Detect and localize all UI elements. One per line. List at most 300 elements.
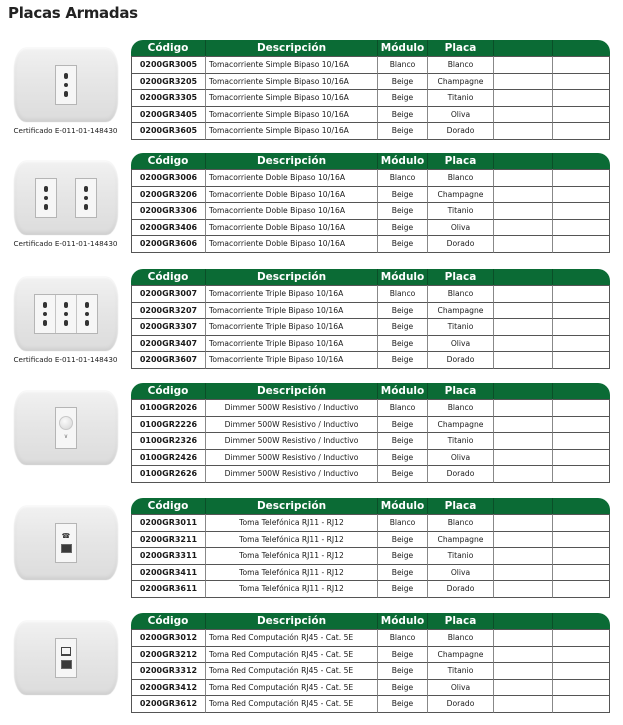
product-section-double-outlet-plate (0, 153, 623, 265)
blank-cell (494, 352, 553, 369)
product-image (14, 48, 118, 122)
rj45-port-icon (61, 660, 72, 669)
blank-cell (494, 532, 553, 549)
plate-color-cell: Titanio (428, 203, 494, 220)
blank-cell (553, 169, 610, 187)
description-cell: Toma Telefónica RJ11 - RJ12 (206, 514, 378, 532)
module-color-cell: Beige (378, 74, 428, 91)
product-section-phone-jack-plate (0, 498, 623, 610)
certificate-label: Certificado E-011-01-148430 (13, 355, 118, 364)
plate-color-cell: Oliva (428, 336, 494, 353)
blank-cell (553, 123, 610, 140)
socket-hole-icon (43, 312, 47, 316)
phone-jack-plate-icon (14, 506, 118, 580)
code-cell: 0200GR3412 (131, 680, 206, 697)
module-color-cell: Beige (378, 352, 428, 369)
module-color-cell: Beige (378, 663, 428, 680)
blank-cell (494, 56, 553, 74)
table-row (131, 696, 610, 713)
table-row (131, 169, 610, 187)
module-color-cell: Beige (378, 203, 428, 220)
socket-hole-icon (44, 186, 48, 192)
table-row (131, 647, 610, 664)
description-cell: Tomacorriente Triple Bipaso 10/16A (206, 319, 378, 336)
blank-cell (494, 236, 553, 253)
blank-cell (553, 399, 610, 417)
plate-color-cell: Dorado (428, 696, 494, 713)
code-cell: 0200GR3207 (131, 303, 206, 320)
table-row (131, 303, 610, 320)
column-header-description: Descripción (206, 40, 378, 56)
column-header-plate: Placa (428, 613, 494, 629)
blank-cell (553, 303, 610, 320)
blank-cell (553, 450, 610, 467)
code-cell: 0100GR2626 (131, 466, 206, 483)
plate-color-cell: Titanio (428, 433, 494, 450)
module-color-cell: Blanco (378, 399, 428, 417)
product-image (14, 277, 118, 351)
description-cell: Dimmer 500W Resistivo / Inductivo (206, 417, 378, 434)
socket-hole-icon (44, 196, 48, 200)
plate-color-cell: Blanco (428, 285, 494, 303)
blank-cell (553, 187, 610, 204)
description-cell: Tomacorriente Doble Bipaso 10/16A (206, 220, 378, 237)
dimmer-plate-icon (14, 391, 118, 465)
description-cell: Dimmer 500W Resistivo / Inductivo (206, 433, 378, 450)
module-color-cell: Beige (378, 466, 428, 483)
column-header-description: Descripción (206, 613, 378, 629)
table-header-row (131, 153, 610, 169)
blank-cell (553, 236, 610, 253)
blank-cell (553, 336, 610, 353)
socket-hole-icon (43, 320, 47, 326)
column-header-description: Descripción (206, 153, 378, 169)
module-frame (35, 178, 57, 218)
column-header-code: Código (131, 498, 206, 514)
blank-cell (494, 581, 553, 598)
plate-color-cell: Dorado (428, 236, 494, 253)
module-color-cell: Beige (378, 532, 428, 549)
code-cell: 0200GR3612 (131, 696, 206, 713)
description-cell: Tomacorriente Doble Bipaso 10/16A (206, 236, 378, 253)
table-header-row (131, 498, 610, 514)
description-cell: Tomacorriente Doble Bipaso 10/16A (206, 169, 378, 187)
description-cell: Tomacorriente Simple Bipaso 10/16A (206, 107, 378, 124)
plate-color-cell: Oliva (428, 450, 494, 467)
network-jack-plate-icon (14, 621, 118, 695)
module-frame (55, 407, 77, 449)
network-module-icon (56, 639, 76, 677)
code-cell: 0200GR3306 (131, 203, 206, 220)
phone-module-icon (56, 524, 76, 562)
plate-color-cell: Blanco (428, 399, 494, 417)
column-header-module: Módulo (378, 269, 428, 285)
module-color-cell: Beige (378, 107, 428, 124)
table-row (131, 532, 610, 549)
column-header-blank-1 (494, 269, 553, 285)
blank-cell (494, 187, 553, 204)
blank-cell (553, 565, 610, 582)
description-cell: Tomacorriente Simple Bipaso 10/16A (206, 123, 378, 140)
blank-cell (494, 203, 553, 220)
table-row (131, 399, 610, 417)
table-row (131, 336, 610, 353)
column-header-blank-2 (553, 269, 610, 285)
description-cell: Tomacorriente Triple Bipaso 10/16A (206, 352, 378, 369)
column-header-blank-1 (494, 383, 553, 399)
module-color-cell: Beige (378, 581, 428, 598)
column-header-module: Módulo (378, 383, 428, 399)
column-header-blank-2 (553, 383, 610, 399)
code-cell: 0200GR3606 (131, 236, 206, 253)
code-cell: 0200GR3311 (131, 548, 206, 565)
outlet-module-icon (56, 66, 76, 104)
table-row (131, 236, 610, 253)
product-table (131, 498, 610, 598)
socket-hole-icon (85, 312, 89, 316)
module-frame (55, 65, 77, 105)
plate-color-cell: Dorado (428, 352, 494, 369)
description-cell: Toma Telefónica RJ11 - RJ12 (206, 565, 378, 582)
single-schuko-outlet-plate-icon (14, 48, 118, 122)
description-cell: Toma Red Computación RJ45 - Cat. 5E (206, 696, 378, 713)
triple-outlet-plate-icon (14, 277, 118, 351)
code-cell: 0200GR3011 (131, 514, 206, 532)
blank-cell (553, 466, 610, 483)
table-row (131, 352, 610, 369)
plate-color-cell: Oliva (428, 220, 494, 237)
blank-cell (494, 90, 553, 107)
double-outlet-plate-icon (14, 161, 118, 235)
socket-hole-icon (64, 91, 68, 97)
blank-cell (494, 417, 553, 434)
blank-cell (494, 319, 553, 336)
blank-cell (494, 399, 553, 417)
module-color-cell: Beige (378, 220, 428, 237)
column-header-plate: Placa (428, 269, 494, 285)
description-cell: Toma Telefónica RJ11 - RJ12 (206, 581, 378, 598)
socket-hole-icon (44, 204, 48, 210)
column-header-description: Descripción (206, 498, 378, 514)
module-color-cell: Beige (378, 319, 428, 336)
table-row (131, 90, 610, 107)
blank-cell (553, 696, 610, 713)
module-color-cell: Beige (378, 450, 428, 467)
code-cell: 0200GR3312 (131, 663, 206, 680)
product-section-triple-outlet-plate (0, 269, 623, 381)
table-row (131, 417, 610, 434)
module-color-cell: Beige (378, 433, 428, 450)
column-header-blank-2 (553, 153, 610, 169)
table-header-row (131, 40, 610, 56)
outlet-module-icon (76, 179, 96, 217)
description-cell: Toma Red Computación RJ45 - Cat. 5E (206, 663, 378, 680)
blank-cell (553, 629, 610, 647)
blank-cell (553, 417, 610, 434)
description-cell: Dimmer 500W Resistivo / Inductivo (206, 399, 378, 417)
blank-cell (553, 74, 610, 91)
column-header-plate: Placa (428, 383, 494, 399)
table-row (131, 203, 610, 220)
table-row (131, 220, 610, 237)
module-color-cell: Beige (378, 336, 428, 353)
socket-hole-icon (84, 196, 88, 200)
table-row (131, 74, 610, 91)
code-cell: 0200GR3205 (131, 74, 206, 91)
product-section-single-schuko-outlet-plate (0, 40, 623, 152)
table-row (131, 680, 610, 697)
socket-hole-icon (85, 302, 89, 308)
module-color-cell: Beige (378, 303, 428, 320)
code-cell: 0200GR3605 (131, 123, 206, 140)
module-color-cell: Blanco (378, 285, 428, 303)
plate-color-cell: Oliva (428, 107, 494, 124)
socket-hole-icon (64, 320, 68, 326)
plate-color-cell: Dorado (428, 466, 494, 483)
description-cell: Toma Telefónica RJ11 - RJ12 (206, 532, 378, 549)
column-header-blank-1 (494, 153, 553, 169)
description-cell: Tomacorriente Simple Bipaso 10/16A (206, 74, 378, 91)
plate-color-cell: Dorado (428, 123, 494, 140)
blank-cell (553, 203, 610, 220)
table-row (131, 548, 610, 565)
rj11-port-icon (61, 544, 72, 553)
description-cell: Tomacorriente Simple Bipaso 10/16A (206, 90, 378, 107)
socket-hole-icon (64, 73, 68, 79)
module-color-cell: Beige (378, 565, 428, 582)
blank-cell (553, 532, 610, 549)
description-cell: Tomacorriente Doble Bipaso 10/16A (206, 203, 378, 220)
outlet-module-icon (35, 295, 56, 333)
module-color-cell: Beige (378, 90, 428, 107)
blank-cell (553, 433, 610, 450)
table-row (131, 466, 610, 483)
outlet-module-icon (56, 295, 77, 333)
table-row (131, 565, 610, 582)
table-row (131, 629, 610, 647)
socket-hole-icon (85, 320, 89, 326)
blank-cell (553, 647, 610, 664)
table-row (131, 285, 610, 303)
column-header-module: Módulo (378, 40, 428, 56)
column-header-code: Código (131, 613, 206, 629)
code-cell: 0200GR3406 (131, 220, 206, 237)
blank-cell (553, 220, 610, 237)
table-row (131, 56, 610, 74)
plate-color-cell: Champagne (428, 303, 494, 320)
column-header-module: Módulo (378, 153, 428, 169)
code-cell: 0100GR2026 (131, 399, 206, 417)
code-cell: 0100GR2326 (131, 433, 206, 450)
code-cell: 0200GR3211 (131, 532, 206, 549)
plate-color-cell: Titanio (428, 319, 494, 336)
blank-cell (494, 74, 553, 91)
module-color-cell: Blanco (378, 514, 428, 532)
description-cell: Tomacorriente Triple Bipaso 10/16A (206, 285, 378, 303)
code-cell: 0200GR3607 (131, 352, 206, 369)
blank-cell (494, 123, 553, 140)
code-cell: 0200GR3307 (131, 319, 206, 336)
blank-cell (553, 319, 610, 336)
blank-cell (553, 514, 610, 532)
blank-cell (494, 336, 553, 353)
module-color-cell: Beige (378, 417, 428, 434)
code-cell: 0200GR3411 (131, 565, 206, 582)
computer-icon (61, 647, 71, 656)
table-row (131, 319, 610, 336)
plate-color-cell: Champagne (428, 417, 494, 434)
plate-color-cell: Blanco (428, 514, 494, 532)
table-row (131, 514, 610, 532)
description-cell: Toma Red Computación RJ45 - Cat. 5E (206, 680, 378, 697)
column-header-blank-1 (494, 40, 553, 56)
table-row (131, 123, 610, 140)
code-cell: 0200GR3611 (131, 581, 206, 598)
code-cell: 0100GR2226 (131, 417, 206, 434)
column-header-code: Código (131, 153, 206, 169)
blank-cell (494, 220, 553, 237)
blank-cell (494, 514, 553, 532)
plate-color-cell: Blanco (428, 56, 494, 74)
plate-color-cell: Titanio (428, 663, 494, 680)
blank-cell (553, 90, 610, 107)
plate-color-cell: Titanio (428, 548, 494, 565)
column-header-module: Módulo (378, 613, 428, 629)
module-color-cell: Blanco (378, 56, 428, 74)
blank-cell (553, 56, 610, 74)
product-section-dimmer-plate (0, 383, 623, 495)
column-header-code: Código (131, 383, 206, 399)
socket-hole-icon (84, 204, 88, 210)
table-row (131, 663, 610, 680)
product-table (131, 383, 610, 483)
outlet-module-icon (77, 295, 97, 333)
blank-cell (494, 450, 553, 467)
column-header-plate: Placa (428, 40, 494, 56)
dimmer-module-icon (56, 408, 76, 448)
module-frame (34, 294, 98, 334)
blank-cell (553, 107, 610, 124)
table-row (131, 187, 610, 204)
socket-hole-icon (84, 186, 88, 192)
table-header-row (131, 613, 610, 629)
column-header-description: Descripción (206, 383, 378, 399)
certificate-label: Certificado E-011-01-148430 (13, 126, 118, 135)
table-row (131, 433, 610, 450)
blank-cell (494, 565, 553, 582)
blank-cell (553, 352, 610, 369)
module-color-cell: Beige (378, 236, 428, 253)
code-cell: 0200GR3206 (131, 187, 206, 204)
blank-cell (494, 466, 553, 483)
code-cell: 0200GR3007 (131, 285, 206, 303)
table-header-row (131, 269, 610, 285)
blank-cell (494, 680, 553, 697)
plate-color-cell: Oliva (428, 680, 494, 697)
product-image (14, 621, 118, 695)
description-cell: Dimmer 500W Resistivo / Inductivo (206, 450, 378, 467)
blank-cell (494, 696, 553, 713)
product-image (14, 161, 118, 235)
socket-hole-icon (64, 302, 68, 308)
product-image (14, 506, 118, 580)
plate-color-cell: Dorado (428, 581, 494, 598)
column-header-module: Módulo (378, 498, 428, 514)
code-cell: 0200GR3407 (131, 336, 206, 353)
blank-cell (553, 680, 610, 697)
blank-cell (494, 433, 553, 450)
description-cell: Tomacorriente Triple Bipaso 10/16A (206, 336, 378, 353)
certificate-label: Certificado E-011-01-148430 (13, 239, 118, 248)
product-table (131, 153, 610, 253)
plate-color-cell: Oliva (428, 565, 494, 582)
code-cell: 0200GR3005 (131, 56, 206, 74)
column-header-plate: Placa (428, 153, 494, 169)
plate-color-cell: Blanco (428, 629, 494, 647)
column-header-code: Código (131, 40, 206, 56)
plate-color-cell: Champagne (428, 647, 494, 664)
column-header-description: Descripción (206, 269, 378, 285)
module-frame (55, 523, 77, 563)
blank-cell (494, 647, 553, 664)
column-header-blank-2 (553, 613, 610, 629)
dimmer-marker-icon: ∨ (63, 433, 69, 440)
product-table (131, 613, 610, 713)
module-frame (55, 638, 77, 678)
description-cell: Tomacorriente Simple Bipaso 10/16A (206, 56, 378, 74)
product-image (14, 391, 118, 465)
code-cell: 0200GR3012 (131, 629, 206, 647)
description-cell: Dimmer 500W Resistivo / Inductivo (206, 466, 378, 483)
blank-cell (494, 303, 553, 320)
column-header-code: Código (131, 269, 206, 285)
blank-cell (553, 581, 610, 598)
module-color-cell: Beige (378, 696, 428, 713)
product-table (131, 269, 610, 369)
blank-cell (494, 169, 553, 187)
table-row (131, 581, 610, 598)
dimmer-knob-icon (59, 416, 73, 430)
blank-cell (553, 548, 610, 565)
blank-cell (494, 663, 553, 680)
plate-color-cell: Champagne (428, 532, 494, 549)
module-color-cell: Blanco (378, 629, 428, 647)
socket-hole-icon (64, 312, 68, 316)
column-header-blank-1 (494, 613, 553, 629)
column-header-blank-2 (553, 40, 610, 56)
page-title: Placas Armadas (8, 4, 138, 22)
telephone-icon: ☎ (61, 532, 71, 540)
product-section-network-jack-plate (0, 613, 623, 725)
blank-cell (494, 629, 553, 647)
blank-cell (494, 285, 553, 303)
code-cell: 0100GR2426 (131, 450, 206, 467)
module-color-cell: Beige (378, 123, 428, 140)
module-color-cell: Blanco (378, 169, 428, 187)
blank-cell (494, 107, 553, 124)
code-cell: 0200GR3006 (131, 169, 206, 187)
table-row (131, 450, 610, 467)
module-color-cell: Beige (378, 548, 428, 565)
plate-color-cell: Champagne (428, 187, 494, 204)
table-header-row (131, 383, 610, 399)
blank-cell (494, 548, 553, 565)
module-color-cell: Beige (378, 680, 428, 697)
blank-cell (553, 663, 610, 680)
module-color-cell: Beige (378, 647, 428, 664)
plate-color-cell: Champagne (428, 74, 494, 91)
description-cell: Toma Telefónica RJ11 - RJ12 (206, 548, 378, 565)
